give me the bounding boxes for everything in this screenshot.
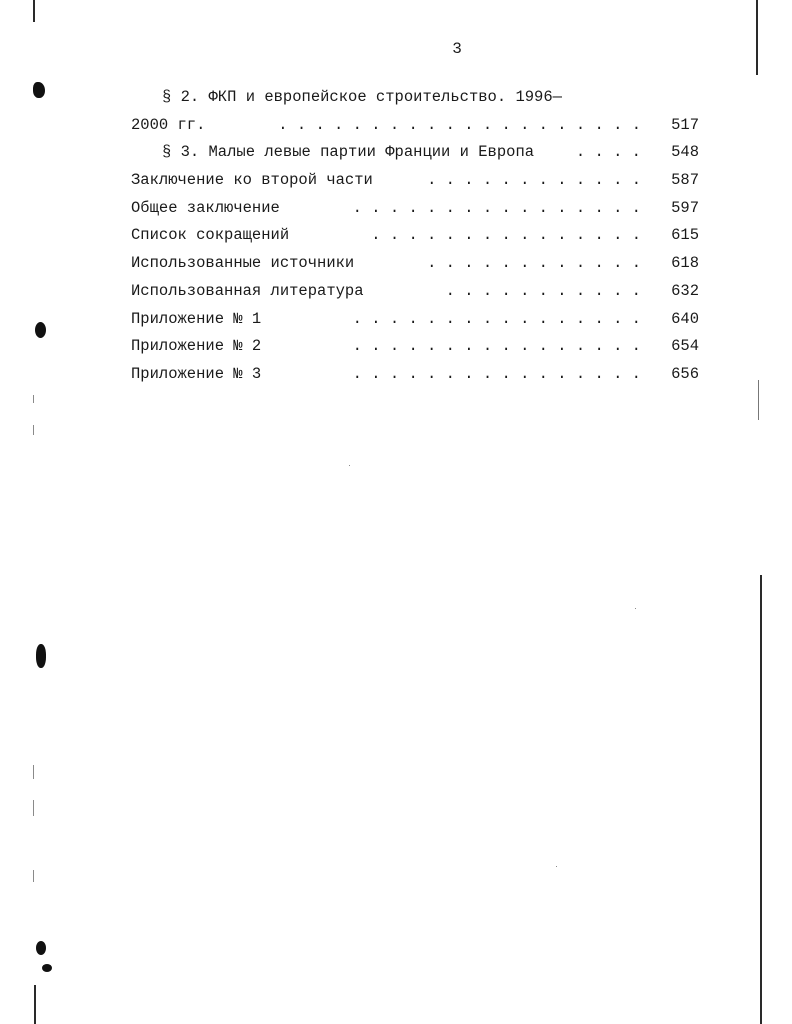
toc-entry-title: 2000 гг. bbox=[131, 115, 206, 134]
right-edge-scan-line-lower bbox=[760, 575, 762, 1024]
scan-speck bbox=[349, 465, 350, 466]
toc-entry[interactable] bbox=[131, 222, 699, 250]
toc-entry-title: Общее заключение bbox=[131, 198, 280, 217]
right-edge-scan-line bbox=[756, 0, 758, 75]
punch-hole-mark-top bbox=[33, 82, 45, 98]
toc-entry-title: Приложение № 1 bbox=[131, 309, 262, 328]
toc-entry[interactable] bbox=[131, 112, 699, 140]
toc-leader-dots: . . . . . . . . . . . . . . . . bbox=[352, 337, 641, 356]
toc-entry[interactable] bbox=[131, 250, 699, 278]
toc-entry-title: § 3. Малые левые партии Франции и Европа bbox=[162, 143, 535, 162]
page-number: 3 bbox=[452, 40, 462, 58]
left-edge-scan-line-bottom bbox=[34, 985, 36, 1024]
punch-hole-mark-upper bbox=[35, 322, 46, 338]
toc-entry-page: 654 bbox=[671, 337, 699, 356]
toc-entry-title: Использованная литература bbox=[131, 281, 364, 300]
toc-entry-title: Приложение № 2 bbox=[131, 337, 262, 356]
toc-entry-page: 587 bbox=[671, 171, 699, 190]
toc-leader-dots: . . . . . . . . . . . . . . . bbox=[371, 226, 641, 245]
toc-leader-dots: . . . . . . . . . . . . . . . . bbox=[352, 364, 641, 383]
toc-entry-title: Заключение ко второй части bbox=[131, 171, 373, 190]
toc-leader-dots: . . . . . . . . . . . . bbox=[427, 254, 641, 273]
toc-leader-dots: . . . . . . . . . . . bbox=[445, 281, 641, 300]
toc-leader-dots: . . . . . . . . . . . . . . . . bbox=[352, 309, 641, 328]
scan-speck bbox=[33, 765, 34, 779]
toc-entry-page: 656 bbox=[671, 364, 699, 383]
punch-hole-mark-middle bbox=[36, 644, 46, 668]
scan-speck bbox=[33, 800, 34, 816]
scan-speck bbox=[33, 395, 34, 403]
toc-entry-title: § 2. ФКП и европейское строительство. 1996— bbox=[162, 88, 562, 106]
table-of-contents bbox=[131, 84, 699, 389]
toc-entry[interactable] bbox=[131, 361, 699, 389]
scan-speck bbox=[33, 425, 34, 435]
toc-entry[interactable] bbox=[131, 306, 699, 334]
toc-entry-page: 618 bbox=[671, 254, 699, 273]
toc-entry[interactable] bbox=[131, 167, 699, 195]
punch-hole-mark-bottom bbox=[36, 941, 46, 955]
toc-entry-page: 517 bbox=[671, 115, 699, 134]
toc-entry-title: Использованные источники bbox=[131, 254, 355, 273]
scan-speck bbox=[556, 866, 557, 867]
toc-entry-page: 597 bbox=[671, 198, 699, 217]
toc-entry[interactable] bbox=[131, 333, 699, 361]
right-edge-scan-line-mid bbox=[758, 380, 759, 420]
toc-entry[interactable] bbox=[131, 84, 699, 112]
toc-entry[interactable] bbox=[131, 139, 699, 167]
toc-entry-page: 632 bbox=[671, 281, 699, 300]
toc-entry-page: 548 bbox=[671, 143, 699, 162]
toc-leader-dots: . . . . . . . . . . . . bbox=[427, 171, 641, 190]
toc-entry[interactable] bbox=[131, 278, 699, 306]
left-edge-scan-line bbox=[33, 0, 35, 22]
scan-speck bbox=[635, 608, 636, 609]
toc-entry-page: 615 bbox=[671, 226, 699, 245]
toc-entry-title: Приложение № 3 bbox=[131, 364, 262, 383]
punch-hole-mark-bottom-small bbox=[42, 964, 52, 972]
toc-leader-dots: . . . . . . . . . . . . . . . . bbox=[352, 198, 641, 217]
toc-entry[interactable] bbox=[131, 195, 699, 223]
scan-speck bbox=[33, 870, 34, 882]
toc-leader-dots: . . . . . . . . . . . . . . . . . . . . bbox=[278, 115, 641, 134]
toc-entry-page: 640 bbox=[671, 309, 699, 328]
toc-leader-dots: . . . . bbox=[575, 143, 641, 162]
toc-entry-title: Список сокращений bbox=[131, 226, 290, 245]
